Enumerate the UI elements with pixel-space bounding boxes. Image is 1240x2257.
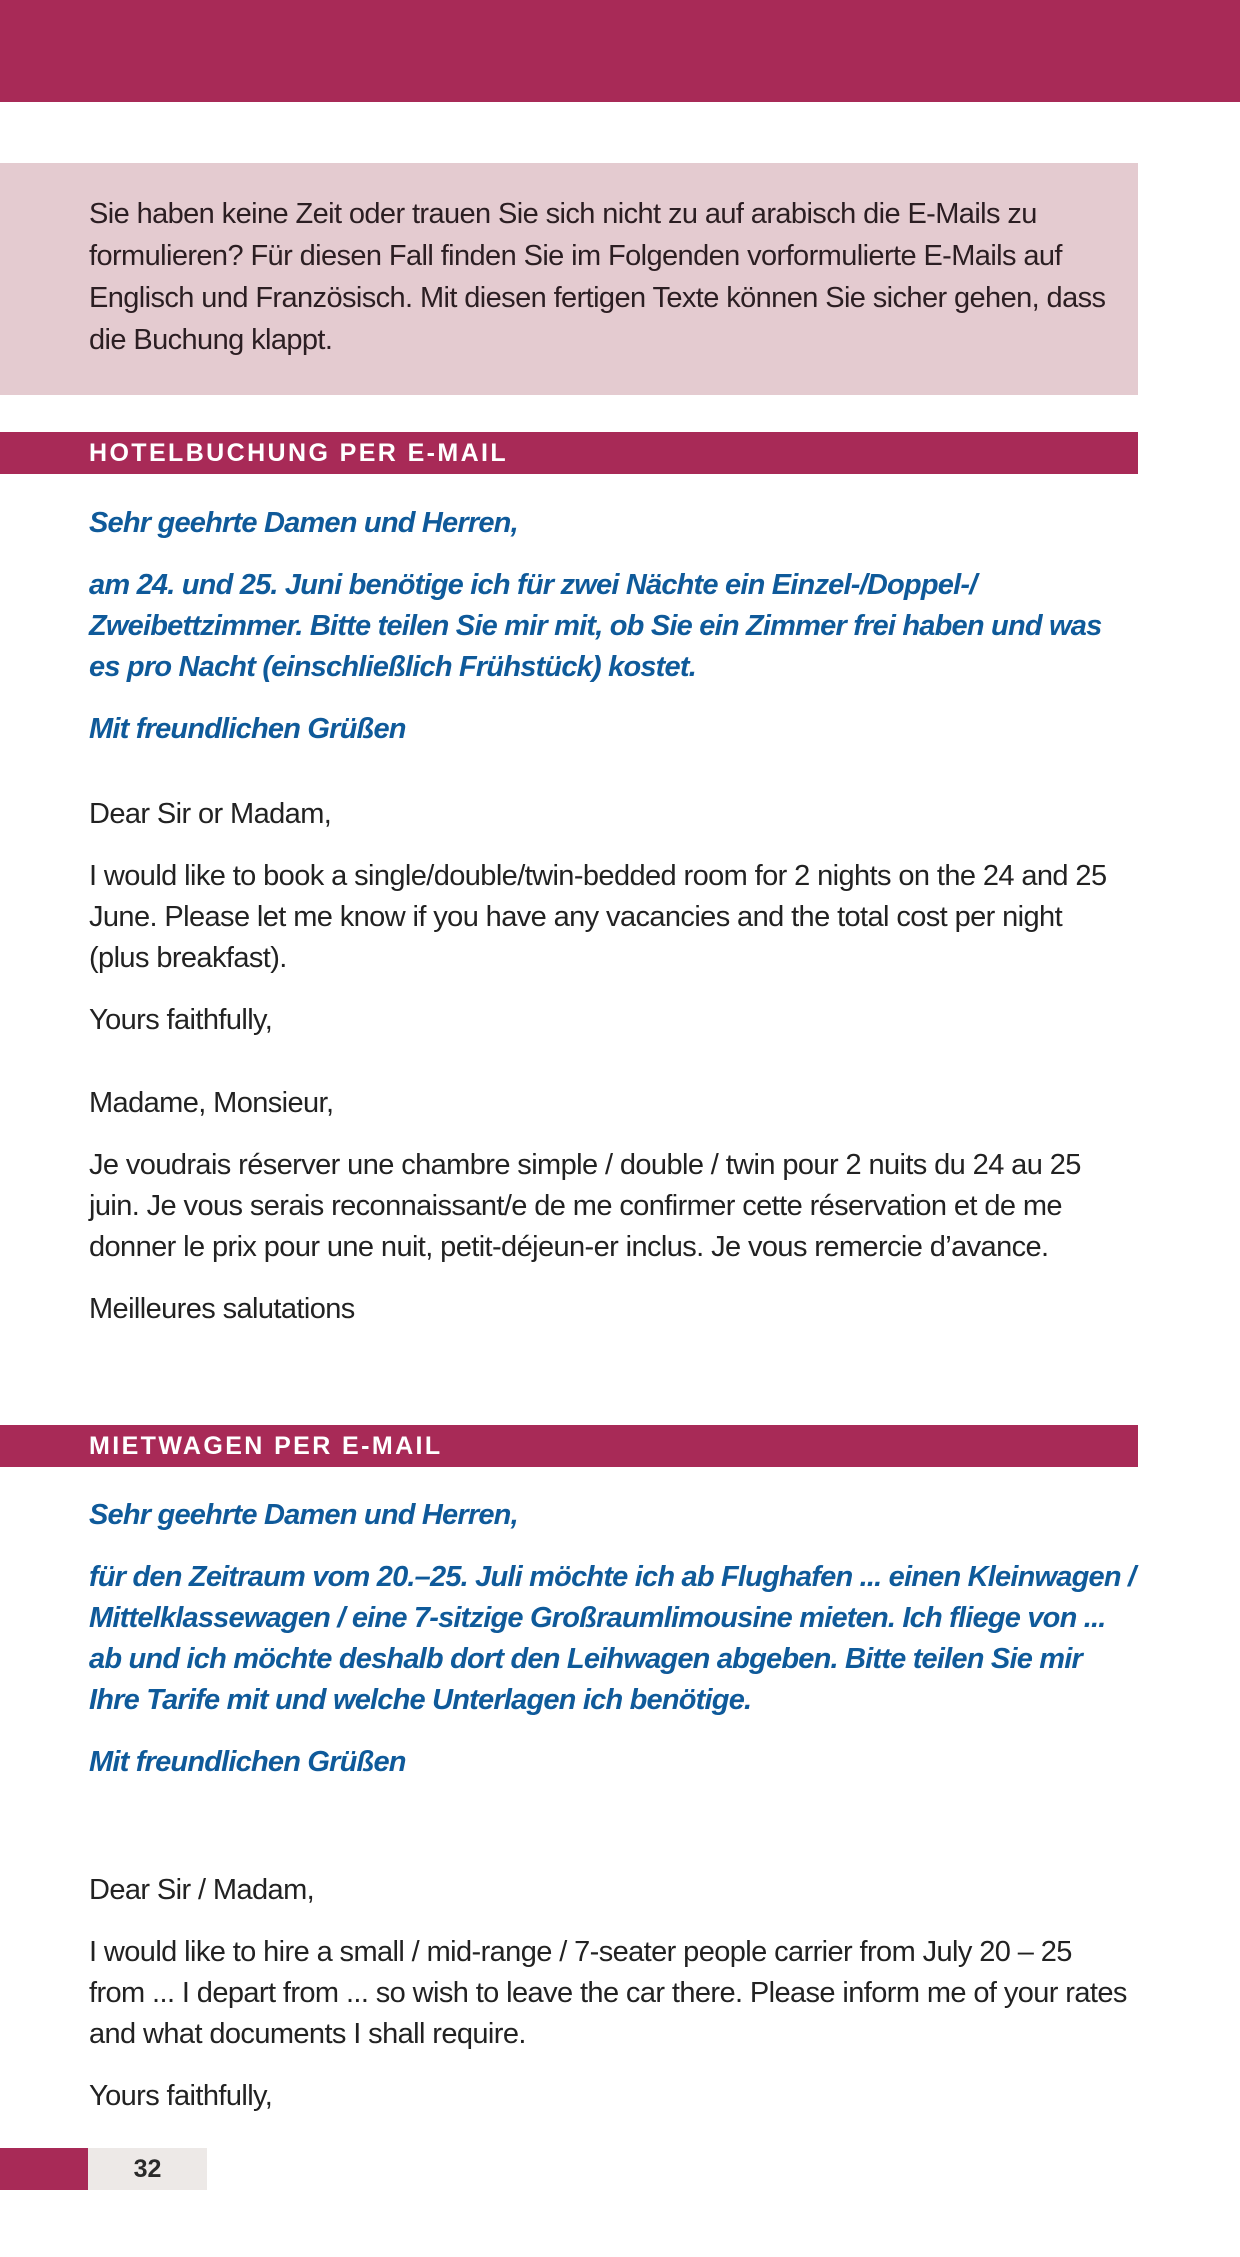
letter-closing: Yours faithfully, (89, 2080, 273, 2112)
letter-closing: Meilleures salutations (89, 1293, 355, 1325)
car-german-letter (89, 1495, 1139, 1804)
footer-accent-bar (0, 2148, 88, 2190)
hotel-french-letter (89, 1083, 1139, 1351)
letter-body: am 24. und 25. Juni benötige ich für zwei Nächte ein Einzel-/Doppel-/ Zweibettzimmer. Bitte teilen Sie mir mit, ob Sie ein Zimmer frei haben und was es pro Nacht (einschließlich Frühstück) kostet. (89, 569, 1102, 683)
section-header-car-rental (0, 1425, 1138, 1467)
letter-body: I would like to book a single/double/twin-bedded room for 2 nights on the 24 and 25 June. Please let me know if you have any vacancies and the total cost per night (plus breakfast). (89, 860, 1107, 974)
letter-salutation: Madame, Monsieur, (89, 1087, 334, 1119)
section-title: MIETWAGEN PER E-MAIL (89, 1432, 443, 1460)
letter-salutation: Sehr geehrte Damen und Herren, (89, 1499, 518, 1531)
page-number: 32 (88, 2148, 207, 2190)
car-english-letter (89, 1870, 1139, 2138)
letter-body: I would like to hire a small / mid-range / 7-seater people carrier from July 20 – 25 from ... I depart from ... so wish to leave the car there. Please inform me of your rates and what documents I shall require. (89, 1936, 1127, 2050)
hotel-german-letter (89, 503, 1139, 771)
intro-text: Sie haben keine Zeit oder trauen Sie sich nicht zu auf arabisch die E-Mails zu formulieren? Für diesen Fall finden Sie im Folgenden vorformulierte E-Mails auf Englisch und Französisch. Mit diesen fertigen Texte können Sie sicher gehen, dass die Buchung klappt. (89, 198, 1106, 356)
letter-closing: Mit freundlichen Grüßen (89, 713, 406, 745)
letter-closing: Mit freundlichen Grüßen (89, 1746, 406, 1778)
letter-salutation: Dear Sir / Madam, (89, 1874, 315, 1906)
intro-box (0, 163, 1138, 395)
letter-closing: Yours faithfully, (89, 1004, 273, 1036)
letter-body: für den Zeitraum vom 20.–25. Juli möchte ich ab Flughafen ... einen Kleinwagen / Mittelklassewagen / eine 7-sitzige Großraumlimousine mieten. Ich fliege von ... ab und ich möchte deshalb dort den Leihwagen abgeben. Bitte teilen Sie mir Ihre Tarife mit und welche Unterlagen ich benötige. (89, 1561, 1136, 1716)
letter-body: Je voudrais réserver une chambre simple / double / twin pour 2 nuits du 24 au 25 juin. Je vous serais reconnaissant/e de me confirmer cette réservation et de me donner le prix pour une nuit, petit-déjeun-er inclus. Je vous remercie d’avance. (89, 1149, 1081, 1263)
section-title: HOTELBUCHUNG PER E-MAIL (89, 439, 509, 467)
letter-salutation: Dear Sir or Madam, (89, 798, 332, 830)
section-header-hotel (0, 432, 1138, 474)
top-header-bar (0, 0, 1240, 102)
letter-salutation: Sehr geehrte Damen und Herren, (89, 507, 518, 539)
hotel-english-letter (89, 794, 1139, 1062)
